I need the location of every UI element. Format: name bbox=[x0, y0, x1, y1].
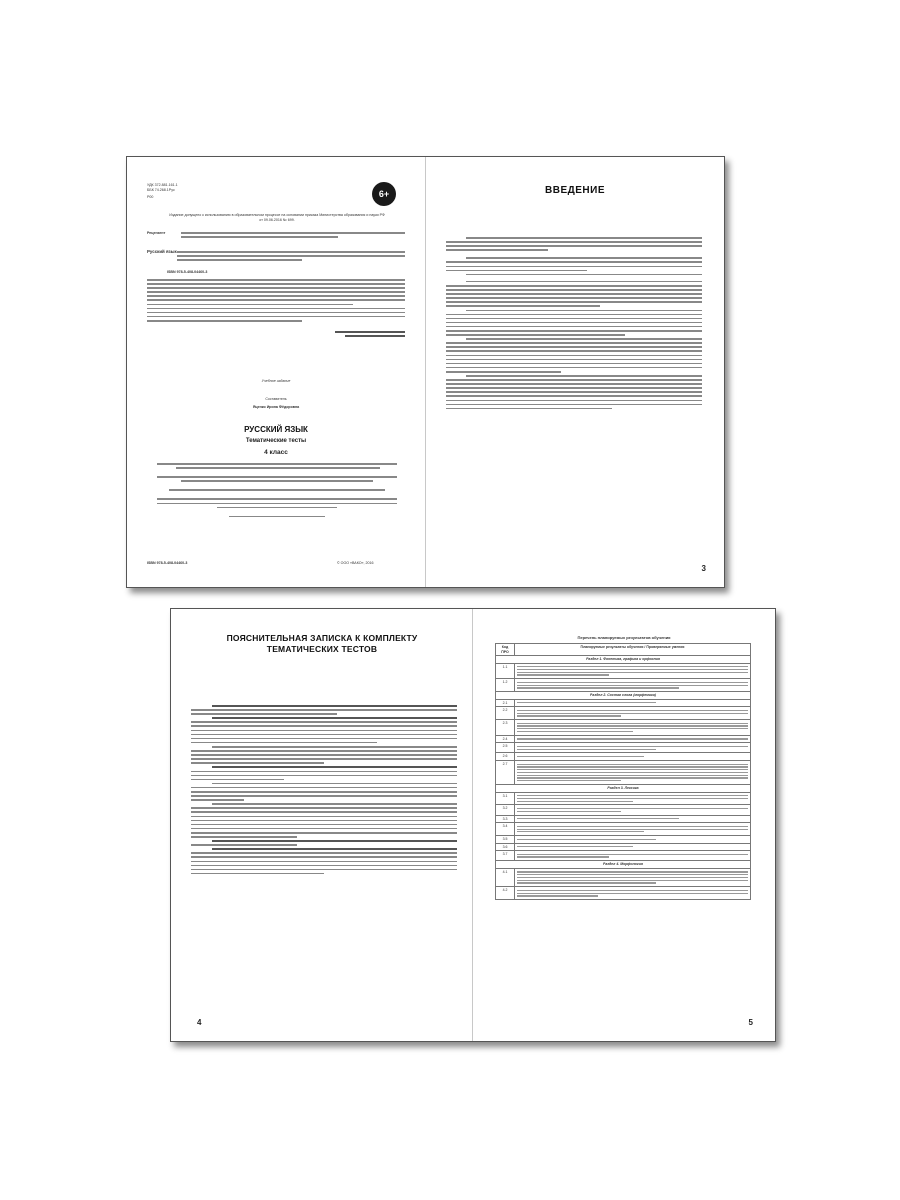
udk-code: УДК 372.881.161.1 bbox=[147, 183, 178, 187]
table-row bbox=[496, 707, 751, 720]
result-code: 1.2 bbox=[496, 679, 515, 692]
section-3-heading: Раздел 3. Лексика bbox=[496, 785, 751, 793]
result-code: 3.2 bbox=[496, 805, 515, 815]
page-number-4: 4 bbox=[197, 1018, 202, 1027]
book-spread-pages-4-5 bbox=[170, 608, 776, 1042]
page-number-3: 3 bbox=[701, 564, 706, 573]
table-row bbox=[496, 805, 751, 815]
table-row bbox=[496, 735, 751, 743]
edition-type: Учебное издание bbox=[261, 379, 291, 383]
result-code: 3.5 bbox=[496, 836, 515, 844]
result-code: 2.7 bbox=[496, 760, 515, 784]
book-spread-pages-2-3 bbox=[126, 156, 725, 588]
explanatory-note-page bbox=[171, 609, 472, 1041]
compiler-label: Составитель bbox=[265, 397, 287, 401]
result-code: 3.6 bbox=[496, 843, 515, 851]
book-title: РУССКИЙ ЯЗЫК bbox=[244, 425, 308, 434]
bottom-codes bbox=[287, 331, 405, 339]
introduction-page bbox=[426, 157, 724, 587]
approval-note: Издание допущено к использованию в образовательном процессе на основании приказа Министерства образования и науки РФ от 09.06.2016 № 699. bbox=[169, 213, 385, 222]
title-line-2: ТЕМАТИЧЕСКИХ ТЕСТОВ bbox=[266, 644, 378, 654]
copyright-line: © ООО «ВАКО», 2016 bbox=[337, 561, 374, 565]
table-row bbox=[496, 887, 751, 900]
section-1-heading: Раздел 1. Фонетика, графика и орфоэпия bbox=[496, 656, 751, 664]
table-row bbox=[496, 743, 751, 753]
table-row bbox=[496, 760, 751, 784]
introduction-title: ВВЕДЕНИЕ bbox=[545, 185, 605, 196]
isbn-footer: ISBN 978-5-408-04460-3 bbox=[147, 561, 188, 565]
classification-codes bbox=[147, 183, 267, 200]
result-code: 2.6 bbox=[496, 753, 515, 761]
table-row bbox=[496, 663, 751, 679]
record-title-run: Русский язык bbox=[147, 249, 177, 254]
imprint-page bbox=[127, 157, 425, 587]
planned-results-page bbox=[473, 609, 775, 1041]
explanatory-note-body bbox=[191, 705, 457, 877]
table-row bbox=[496, 843, 751, 851]
explanatory-note-title bbox=[181, 633, 463, 655]
result-code: 1.1 bbox=[496, 663, 515, 679]
table-section-row bbox=[496, 692, 751, 700]
result-code: 3.1 bbox=[496, 792, 515, 805]
result-code: 4.1 bbox=[496, 868, 515, 887]
table-row bbox=[496, 792, 751, 805]
book-subtitle: Тематические тесты bbox=[245, 438, 307, 444]
column-header-results: Планируемые результаты обучения / Проверяемые умения bbox=[515, 644, 751, 656]
table-section-row bbox=[496, 785, 751, 793]
table-row bbox=[496, 679, 751, 692]
reviewer-block bbox=[147, 231, 405, 240]
table-row bbox=[496, 868, 751, 887]
table-row bbox=[496, 836, 751, 844]
annotation-text bbox=[147, 279, 405, 324]
table-row bbox=[496, 699, 751, 707]
table-header-row bbox=[496, 644, 751, 656]
table-row bbox=[496, 815, 751, 823]
result-code: 3.3 bbox=[496, 815, 515, 823]
table-section-row bbox=[496, 656, 751, 664]
result-code: 2.1 bbox=[496, 699, 515, 707]
table-row bbox=[496, 851, 751, 861]
isbn-line: ISBN 978-5-408-04460-3 bbox=[167, 270, 208, 274]
catalog-code: Р00 bbox=[147, 195, 154, 199]
result-code: 2.3 bbox=[496, 720, 515, 736]
result-code: 2.5 bbox=[496, 743, 515, 753]
age-rating-badge bbox=[372, 182, 396, 206]
publisher-details bbox=[157, 463, 397, 520]
result-code: 3.4 bbox=[496, 823, 515, 836]
table-row bbox=[496, 823, 751, 836]
section-2-heading: Раздел 2. Состав слова (морфемика) bbox=[496, 692, 751, 700]
table-section-row bbox=[496, 861, 751, 869]
page-number-5: 5 bbox=[748, 1018, 753, 1027]
book-grade: 4 класс bbox=[264, 449, 288, 456]
section-4-heading: Раздел 4. Морфология bbox=[496, 861, 751, 869]
bbk-code: ББК 74.268.1Рус bbox=[147, 188, 175, 192]
result-code: 2.4 bbox=[496, 735, 515, 743]
column-header-code: Код ПРО bbox=[496, 644, 515, 656]
table-caption: Перечень планируемых результатов обучения bbox=[577, 635, 671, 640]
introduction-body bbox=[446, 237, 702, 412]
planned-results-table-wrap bbox=[495, 643, 751, 900]
result-code: 4.2 bbox=[496, 887, 515, 900]
table-row bbox=[496, 720, 751, 736]
table-row bbox=[496, 753, 751, 761]
bibliographic-record bbox=[147, 249, 405, 263]
compiler-name: Яценко Ирина Фёдоровна bbox=[252, 405, 300, 409]
reviewer-label: Рецензент bbox=[147, 231, 166, 235]
result-code: 2.2 bbox=[496, 707, 515, 720]
planned-results-table bbox=[495, 643, 751, 900]
age-rating-label: 6+ bbox=[378, 189, 390, 199]
result-code: 3.7 bbox=[496, 851, 515, 861]
title-line-1: ПОЯСНИТЕЛЬНАЯ ЗАПИСКА К КОМПЛЕКТУ bbox=[226, 633, 418, 643]
